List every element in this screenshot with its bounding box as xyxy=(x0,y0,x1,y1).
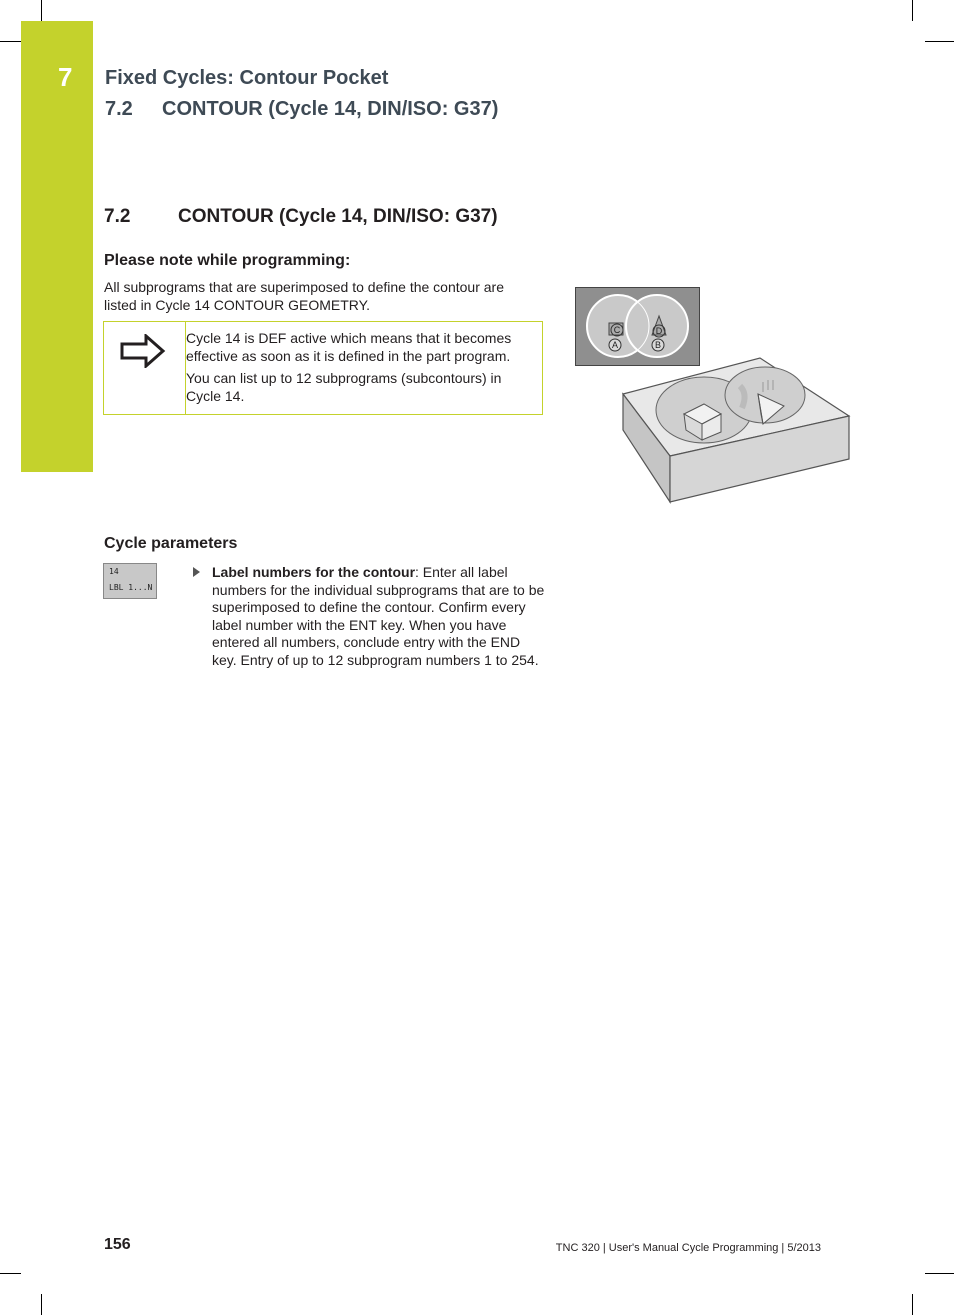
bullet-triangle-icon xyxy=(193,567,200,577)
note-text-1: Cycle 14 is DEF active which means that it becomes effective as soon as it is defined in the part program. xyxy=(186,330,512,364)
crop-mark xyxy=(925,41,954,42)
softkey-line-1: 14 xyxy=(109,567,119,576)
crop-mark xyxy=(925,1273,954,1274)
pocket-3d-figure xyxy=(620,356,852,509)
section-heading xyxy=(104,206,498,228)
page-number: 156 xyxy=(104,1236,131,1253)
crop-mark xyxy=(41,1294,42,1315)
programming-notes-heading: Please note while programming: xyxy=(104,252,351,269)
arrow-right-icon xyxy=(120,334,166,373)
programming-notes-intro: All subprograms that are superimposed to define the contour are listed in Cycle 14 CONTOUR GEOMETRY. xyxy=(104,279,505,313)
parameter-description xyxy=(212,564,545,670)
parameter-name: Label numbers for the contour xyxy=(212,564,416,580)
running-section-header xyxy=(105,98,499,121)
crop-mark xyxy=(41,0,42,21)
label-b: B xyxy=(654,340,662,350)
parameter-text: : Enter all label numbers for the individual subprograms that are to be superimposed to define the contour. Confirm every label number with the ENT key. When you have entered all numbers, conclude entry with the END key. Entry of up to 12 subprogram numbers 1 to 254. xyxy=(212,564,545,668)
section-title: CONTOUR (Cycle 14, DIN/ISO: G37) xyxy=(178,206,498,227)
crop-mark xyxy=(912,0,913,21)
running-section-title: CONTOUR (Cycle 14, DIN/ISO: G37) xyxy=(162,98,499,120)
crop-mark xyxy=(0,1273,21,1274)
crop-mark xyxy=(0,41,21,42)
crop-mark xyxy=(912,1294,913,1315)
cycle-parameters-heading: Cycle parameters xyxy=(104,535,238,552)
note-box xyxy=(103,321,543,415)
footer-text: TNC 320 | User's Manual Cycle Programming | 5/2013 xyxy=(555,1242,821,1254)
cycle-softkey xyxy=(103,563,157,599)
running-section-number: 7.2 xyxy=(105,98,133,120)
note-text-2: You can list up to 12 subprograms (subcontours) in Cycle 14. xyxy=(186,370,502,404)
label-c: C xyxy=(613,325,621,335)
section-number: 7.2 xyxy=(104,206,131,227)
label-d: D xyxy=(655,326,663,336)
chapter-tab xyxy=(21,21,93,472)
chapter-title: Fixed Cycles: Contour Pocket xyxy=(105,67,389,89)
chapter-number: 7 xyxy=(58,62,73,92)
label-a: A xyxy=(611,340,619,350)
softkey-line-2: LBL 1...N xyxy=(109,583,153,592)
